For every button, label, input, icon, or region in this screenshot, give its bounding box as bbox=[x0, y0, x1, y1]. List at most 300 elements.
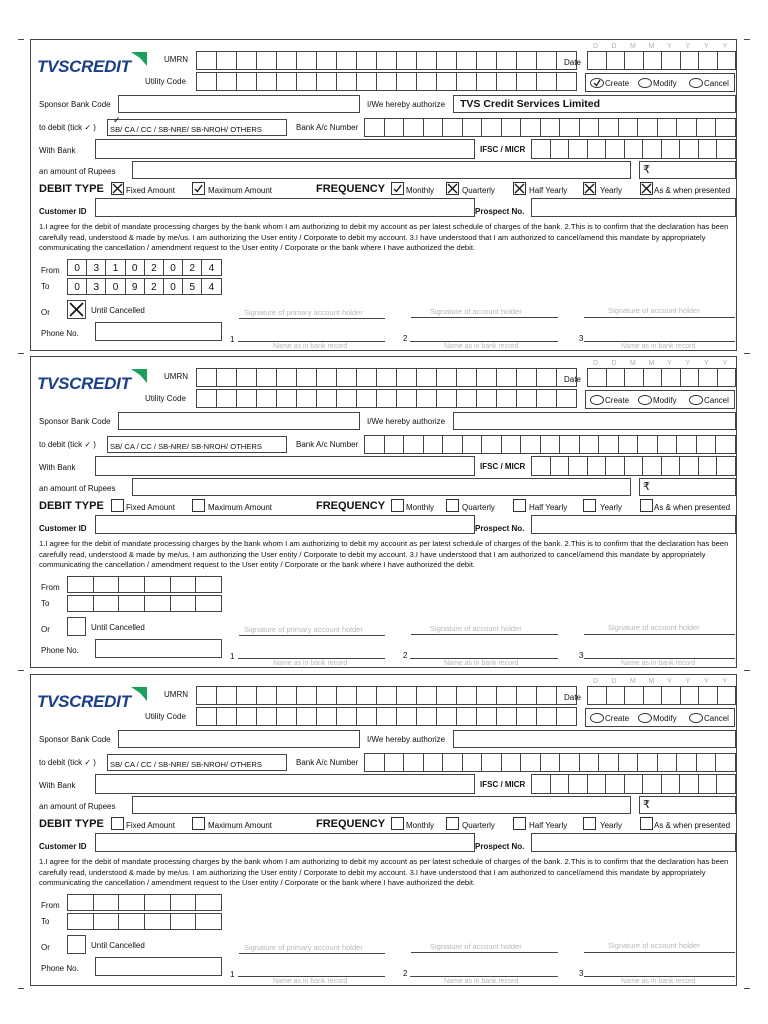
to-date-field[interactable] bbox=[67, 278, 222, 295]
prospect-no-field[interactable] bbox=[531, 198, 736, 217]
cell[interactable]: 4 bbox=[202, 259, 221, 276]
cell[interactable] bbox=[662, 774, 681, 794]
yearly-checkbox[interactable] bbox=[583, 817, 596, 830]
cell[interactable]: 3 bbox=[87, 259, 106, 276]
cell[interactable] bbox=[619, 753, 639, 772]
monthly-checkbox[interactable] bbox=[391, 182, 404, 195]
cell[interactable] bbox=[477, 72, 497, 91]
quarterly-checkbox[interactable] bbox=[446, 817, 459, 830]
cell[interactable] bbox=[171, 576, 197, 593]
cell[interactable] bbox=[417, 686, 437, 705]
cell[interactable] bbox=[580, 118, 600, 137]
cell[interactable] bbox=[644, 686, 663, 705]
cell[interactable]: 0 bbox=[164, 259, 183, 276]
umrn-field[interactable] bbox=[196, 368, 577, 387]
cell[interactable] bbox=[357, 51, 377, 70]
to-date-field[interactable] bbox=[67, 595, 222, 612]
cell[interactable] bbox=[397, 72, 417, 91]
cell[interactable] bbox=[171, 913, 197, 930]
cell[interactable] bbox=[521, 118, 541, 137]
until-cancelled-checkbox[interactable] bbox=[67, 617, 86, 636]
cell[interactable] bbox=[517, 51, 537, 70]
cell[interactable] bbox=[521, 435, 541, 454]
yearly-checkbox[interactable] bbox=[583, 499, 596, 512]
prospect-no-field[interactable] bbox=[531, 515, 736, 534]
cell[interactable] bbox=[477, 51, 497, 70]
cell[interactable] bbox=[196, 913, 222, 930]
cell[interactable] bbox=[145, 576, 171, 593]
cell[interactable]: 0 bbox=[106, 278, 125, 295]
cell[interactable] bbox=[94, 595, 120, 612]
cell[interactable] bbox=[365, 753, 385, 772]
cell[interactable] bbox=[119, 576, 145, 593]
cell[interactable] bbox=[257, 707, 277, 726]
cell[interactable] bbox=[437, 707, 457, 726]
cell[interactable] bbox=[588, 51, 607, 70]
account-type-field[interactable]: SB/ CA / CC / SB-NRE/ SB-NROH/ OTHERS bbox=[107, 119, 287, 136]
cell[interactable] bbox=[497, 389, 517, 408]
cell[interactable] bbox=[662, 368, 681, 387]
fixed-amount-checkbox[interactable] bbox=[111, 499, 124, 512]
cell[interactable] bbox=[145, 595, 171, 612]
cell[interactable]: 5 bbox=[183, 278, 202, 295]
authorized-entity-field[interactable] bbox=[453, 412, 736, 430]
cell[interactable] bbox=[365, 435, 385, 454]
cell[interactable] bbox=[457, 72, 477, 91]
amount-words-field[interactable] bbox=[132, 796, 631, 814]
amount-figures-field[interactable] bbox=[639, 796, 736, 814]
umrn-field[interactable] bbox=[196, 51, 577, 70]
cell[interactable] bbox=[317, 368, 337, 387]
cell[interactable] bbox=[437, 51, 457, 70]
cell[interactable] bbox=[482, 753, 502, 772]
customer-id-field[interactable] bbox=[95, 833, 475, 852]
cell[interactable] bbox=[517, 389, 537, 408]
cell[interactable] bbox=[197, 389, 217, 408]
cell[interactable] bbox=[297, 707, 317, 726]
cell[interactable] bbox=[532, 774, 551, 794]
cell[interactable] bbox=[457, 686, 477, 705]
cell[interactable] bbox=[699, 686, 718, 705]
cell[interactable] bbox=[521, 753, 541, 772]
maximum-amount-checkbox[interactable] bbox=[192, 182, 205, 195]
cell[interactable] bbox=[297, 686, 317, 705]
amount-words-field[interactable] bbox=[132, 478, 631, 496]
utility-code-field[interactable] bbox=[196, 707, 577, 726]
yearly-checkbox[interactable] bbox=[583, 182, 596, 195]
name-line-2[interactable] bbox=[410, 341, 558, 342]
monthly-checkbox[interactable] bbox=[391, 499, 404, 512]
cell[interactable] bbox=[377, 368, 397, 387]
cell[interactable] bbox=[557, 389, 577, 408]
to-date-field[interactable] bbox=[67, 913, 222, 930]
cell[interactable] bbox=[716, 435, 736, 454]
cell[interactable] bbox=[397, 368, 417, 387]
cell[interactable] bbox=[477, 686, 497, 705]
cell[interactable] bbox=[607, 368, 626, 387]
amount-figures-field[interactable] bbox=[639, 161, 736, 179]
cell[interactable] bbox=[588, 774, 607, 794]
cell[interactable] bbox=[677, 753, 697, 772]
cell[interactable] bbox=[197, 368, 217, 387]
cell[interactable] bbox=[677, 118, 697, 137]
customer-id-field[interactable] bbox=[95, 198, 475, 217]
cell[interactable] bbox=[717, 774, 736, 794]
phone-no-field[interactable] bbox=[95, 322, 222, 341]
cell[interactable] bbox=[337, 51, 357, 70]
cancel-option[interactable] bbox=[689, 713, 703, 723]
cell[interactable] bbox=[365, 118, 385, 137]
ifsc-field[interactable] bbox=[531, 139, 736, 159]
as-when-checkbox[interactable] bbox=[640, 499, 653, 512]
cell[interactable] bbox=[377, 51, 397, 70]
cell[interactable] bbox=[457, 51, 477, 70]
cell[interactable] bbox=[171, 595, 197, 612]
cell[interactable] bbox=[217, 707, 237, 726]
cell[interactable] bbox=[277, 707, 297, 726]
cell[interactable] bbox=[588, 456, 607, 476]
cell[interactable] bbox=[68, 913, 94, 930]
cell[interactable] bbox=[551, 456, 570, 476]
until-cancelled-checkbox[interactable] bbox=[67, 935, 86, 954]
cell[interactable] bbox=[699, 774, 718, 794]
cell[interactable] bbox=[497, 72, 517, 91]
authorized-entity-field[interactable] bbox=[453, 730, 736, 748]
with-bank-field[interactable] bbox=[95, 774, 475, 794]
quarterly-checkbox[interactable] bbox=[446, 182, 459, 195]
authorized-entity-field[interactable] bbox=[453, 95, 736, 113]
cell[interactable] bbox=[502, 753, 522, 772]
from-date-field[interactable] bbox=[67, 576, 222, 593]
cell[interactable] bbox=[463, 118, 483, 137]
cell[interactable] bbox=[397, 51, 417, 70]
cell[interactable] bbox=[588, 139, 607, 159]
cell[interactable] bbox=[718, 368, 737, 387]
cell[interactable]: 4 bbox=[202, 278, 221, 295]
cell[interactable] bbox=[424, 753, 444, 772]
sponsor-bank-code-field[interactable] bbox=[118, 412, 360, 430]
cancel-option[interactable] bbox=[689, 395, 703, 405]
cell[interactable] bbox=[196, 894, 222, 911]
phone-no-field[interactable] bbox=[95, 639, 222, 658]
cell[interactable] bbox=[237, 72, 257, 91]
name-line-2[interactable] bbox=[410, 658, 558, 659]
cell[interactable] bbox=[277, 686, 297, 705]
cell[interactable] bbox=[237, 707, 257, 726]
cell[interactable] bbox=[497, 707, 517, 726]
cell[interactable] bbox=[537, 368, 557, 387]
as-when-checkbox[interactable] bbox=[640, 817, 653, 830]
cell[interactable] bbox=[532, 139, 551, 159]
cell[interactable] bbox=[557, 72, 577, 91]
cell[interactable] bbox=[457, 389, 477, 408]
cell[interactable] bbox=[606, 774, 625, 794]
cell[interactable] bbox=[599, 118, 619, 137]
ifsc-field[interactable] bbox=[531, 774, 736, 794]
cell[interactable] bbox=[699, 139, 718, 159]
date-field[interactable] bbox=[587, 51, 736, 70]
cell[interactable] bbox=[718, 51, 737, 70]
cell[interactable] bbox=[625, 456, 644, 476]
cell[interactable] bbox=[257, 51, 277, 70]
cell[interactable] bbox=[197, 686, 217, 705]
name-line-3[interactable] bbox=[584, 976, 735, 977]
cell[interactable] bbox=[680, 456, 699, 476]
cell[interactable] bbox=[716, 753, 736, 772]
cell[interactable] bbox=[357, 389, 377, 408]
cell[interactable] bbox=[277, 368, 297, 387]
cell[interactable] bbox=[638, 753, 658, 772]
cell[interactable] bbox=[537, 686, 557, 705]
maximum-amount-checkbox[interactable] bbox=[192, 817, 205, 830]
cell[interactable] bbox=[697, 118, 717, 137]
cell[interactable] bbox=[457, 368, 477, 387]
cell[interactable] bbox=[537, 51, 557, 70]
cell[interactable] bbox=[644, 51, 663, 70]
phone-no-field[interactable] bbox=[95, 957, 222, 976]
half-yearly-checkbox[interactable] bbox=[513, 182, 526, 195]
cell[interactable] bbox=[317, 707, 337, 726]
cell[interactable] bbox=[197, 707, 217, 726]
cell[interactable] bbox=[482, 435, 502, 454]
cell[interactable] bbox=[397, 686, 417, 705]
cell[interactable] bbox=[517, 368, 537, 387]
bank-ac-number-field[interactable] bbox=[364, 435, 736, 454]
cell[interactable] bbox=[569, 774, 588, 794]
account-type-field[interactable]: SB/ CA / CC / SB-NRE/ SB-NROH/ OTHERS bbox=[107, 754, 287, 771]
cell[interactable] bbox=[417, 368, 437, 387]
cell[interactable] bbox=[662, 456, 681, 476]
cell[interactable] bbox=[517, 72, 537, 91]
cell[interactable] bbox=[699, 456, 718, 476]
account-type-field[interactable]: SB/ CA / CC / SB-NRE/ SB-NROH/ OTHERS bbox=[107, 436, 287, 453]
name-line-3[interactable] bbox=[584, 341, 735, 342]
cell[interactable] bbox=[644, 368, 663, 387]
from-date-field[interactable] bbox=[67, 894, 222, 911]
cell[interactable] bbox=[197, 72, 217, 91]
cell[interactable] bbox=[196, 595, 222, 612]
cell[interactable] bbox=[599, 753, 619, 772]
cell[interactable] bbox=[377, 389, 397, 408]
cell[interactable] bbox=[197, 51, 217, 70]
cell[interactable] bbox=[681, 368, 700, 387]
sponsor-bank-code-field[interactable] bbox=[118, 730, 360, 748]
cell[interactable] bbox=[385, 118, 405, 137]
cancel-option[interactable] bbox=[689, 78, 703, 88]
cell[interactable] bbox=[537, 389, 557, 408]
amount-figures-field[interactable] bbox=[639, 478, 736, 496]
cell[interactable] bbox=[217, 51, 237, 70]
cell[interactable] bbox=[119, 595, 145, 612]
cell[interactable] bbox=[477, 389, 497, 408]
cell[interactable] bbox=[196, 576, 222, 593]
utility-code-field[interactable] bbox=[196, 389, 577, 408]
cell[interactable] bbox=[217, 389, 237, 408]
cell[interactable] bbox=[417, 72, 437, 91]
cell[interactable] bbox=[463, 753, 483, 772]
cell[interactable] bbox=[643, 456, 662, 476]
cell[interactable]: 0 bbox=[164, 278, 183, 295]
prospect-no-field[interactable] bbox=[531, 833, 736, 852]
name-line-2[interactable] bbox=[410, 976, 558, 977]
cell[interactable] bbox=[477, 368, 497, 387]
name-line-3[interactable] bbox=[584, 658, 735, 659]
cell[interactable] bbox=[377, 72, 397, 91]
cell[interactable] bbox=[437, 72, 457, 91]
cell[interactable] bbox=[443, 118, 463, 137]
date-field[interactable] bbox=[587, 686, 736, 705]
cell[interactable] bbox=[497, 51, 517, 70]
cell[interactable] bbox=[437, 389, 457, 408]
cell[interactable] bbox=[385, 435, 405, 454]
cell[interactable] bbox=[497, 686, 517, 705]
cell[interactable] bbox=[145, 894, 171, 911]
cell[interactable] bbox=[716, 118, 736, 137]
cell[interactable] bbox=[424, 118, 444, 137]
cell[interactable] bbox=[588, 686, 607, 705]
cell[interactable] bbox=[417, 51, 437, 70]
cell[interactable] bbox=[94, 913, 120, 930]
cell[interactable] bbox=[662, 51, 681, 70]
cell[interactable] bbox=[257, 72, 277, 91]
cell[interactable] bbox=[560, 118, 580, 137]
bank-ac-number-field[interactable] bbox=[364, 118, 736, 137]
half-yearly-checkbox[interactable] bbox=[513, 499, 526, 512]
cell[interactable] bbox=[404, 118, 424, 137]
cell[interactable] bbox=[625, 51, 644, 70]
ifsc-field[interactable] bbox=[531, 456, 736, 476]
cell[interactable] bbox=[297, 389, 317, 408]
cell[interactable] bbox=[437, 686, 457, 705]
cell[interactable] bbox=[297, 368, 317, 387]
cell[interactable] bbox=[337, 368, 357, 387]
cell[interactable] bbox=[502, 118, 522, 137]
cell[interactable] bbox=[681, 51, 700, 70]
cell[interactable] bbox=[257, 368, 277, 387]
cell[interactable] bbox=[625, 139, 644, 159]
cell[interactable] bbox=[662, 139, 681, 159]
cell[interactable] bbox=[119, 894, 145, 911]
cell[interactable]: 0 bbox=[68, 259, 87, 276]
cell[interactable] bbox=[357, 707, 377, 726]
cell[interactable] bbox=[502, 435, 522, 454]
cell[interactable] bbox=[443, 753, 463, 772]
cell[interactable] bbox=[569, 139, 588, 159]
cell[interactable] bbox=[557, 707, 577, 726]
name-line-1[interactable] bbox=[238, 341, 385, 342]
quarterly-checkbox[interactable] bbox=[446, 499, 459, 512]
cell[interactable] bbox=[397, 389, 417, 408]
cell[interactable] bbox=[482, 118, 502, 137]
cell[interactable] bbox=[397, 707, 417, 726]
cell[interactable] bbox=[677, 435, 697, 454]
cell[interactable] bbox=[551, 774, 570, 794]
cell[interactable] bbox=[377, 707, 397, 726]
cell[interactable] bbox=[680, 774, 699, 794]
cell[interactable] bbox=[404, 435, 424, 454]
cell[interactable]: 2 bbox=[145, 259, 164, 276]
name-line-1[interactable] bbox=[238, 658, 385, 659]
cell[interactable] bbox=[697, 435, 717, 454]
cell[interactable] bbox=[377, 686, 397, 705]
amount-words-field[interactable] bbox=[132, 161, 631, 179]
cell[interactable] bbox=[437, 368, 457, 387]
cell[interactable] bbox=[237, 368, 257, 387]
cell[interactable] bbox=[619, 435, 639, 454]
umrn-field[interactable] bbox=[196, 686, 577, 705]
cell[interactable] bbox=[385, 753, 405, 772]
cell[interactable] bbox=[638, 118, 658, 137]
cell[interactable] bbox=[541, 118, 561, 137]
cell[interactable]: 2 bbox=[145, 278, 164, 295]
cell[interactable] bbox=[537, 72, 557, 91]
cell[interactable] bbox=[357, 686, 377, 705]
cell[interactable] bbox=[337, 707, 357, 726]
create-option[interactable] bbox=[590, 78, 604, 88]
cell[interactable] bbox=[68, 595, 94, 612]
cell[interactable] bbox=[606, 456, 625, 476]
cell[interactable] bbox=[625, 774, 644, 794]
fixed-amount-checkbox[interactable] bbox=[111, 817, 124, 830]
cell[interactable] bbox=[277, 51, 297, 70]
cell[interactable] bbox=[145, 913, 171, 930]
cell[interactable] bbox=[625, 686, 644, 705]
cell[interactable] bbox=[662, 686, 681, 705]
cell[interactable] bbox=[357, 72, 377, 91]
cell[interactable] bbox=[541, 753, 561, 772]
cell[interactable] bbox=[337, 389, 357, 408]
cell[interactable] bbox=[317, 686, 337, 705]
cell[interactable] bbox=[643, 774, 662, 794]
cell[interactable] bbox=[337, 686, 357, 705]
cell[interactable] bbox=[541, 435, 561, 454]
cell[interactable] bbox=[638, 435, 658, 454]
cell[interactable] bbox=[717, 139, 736, 159]
name-line-1[interactable] bbox=[238, 976, 385, 977]
cell[interactable]: 3 bbox=[87, 278, 106, 295]
create-option[interactable] bbox=[590, 395, 604, 405]
cell[interactable] bbox=[537, 707, 557, 726]
cell[interactable] bbox=[94, 576, 120, 593]
cell[interactable] bbox=[551, 139, 570, 159]
cell[interactable] bbox=[257, 389, 277, 408]
utility-code-field[interactable] bbox=[196, 72, 577, 91]
cell[interactable] bbox=[317, 389, 337, 408]
cell[interactable]: 0 bbox=[126, 259, 145, 276]
cell[interactable] bbox=[119, 913, 145, 930]
cell[interactable] bbox=[417, 707, 437, 726]
with-bank-field[interactable] bbox=[95, 456, 475, 476]
cell[interactable] bbox=[619, 118, 639, 137]
cell[interactable] bbox=[717, 456, 736, 476]
cell[interactable] bbox=[681, 686, 700, 705]
cell[interactable] bbox=[718, 686, 737, 705]
cell[interactable] bbox=[443, 435, 463, 454]
cell[interactable]: 1 bbox=[106, 259, 125, 276]
cell[interactable] bbox=[297, 51, 317, 70]
cell[interactable] bbox=[658, 753, 678, 772]
cell[interactable] bbox=[580, 753, 600, 772]
cell[interactable] bbox=[560, 753, 580, 772]
cell[interactable] bbox=[606, 139, 625, 159]
cell[interactable] bbox=[417, 389, 437, 408]
cell[interactable] bbox=[680, 139, 699, 159]
cell[interactable] bbox=[317, 51, 337, 70]
cell[interactable] bbox=[357, 368, 377, 387]
cell[interactable] bbox=[217, 368, 237, 387]
cell[interactable] bbox=[497, 368, 517, 387]
bank-ac-number-field[interactable] bbox=[364, 753, 736, 772]
